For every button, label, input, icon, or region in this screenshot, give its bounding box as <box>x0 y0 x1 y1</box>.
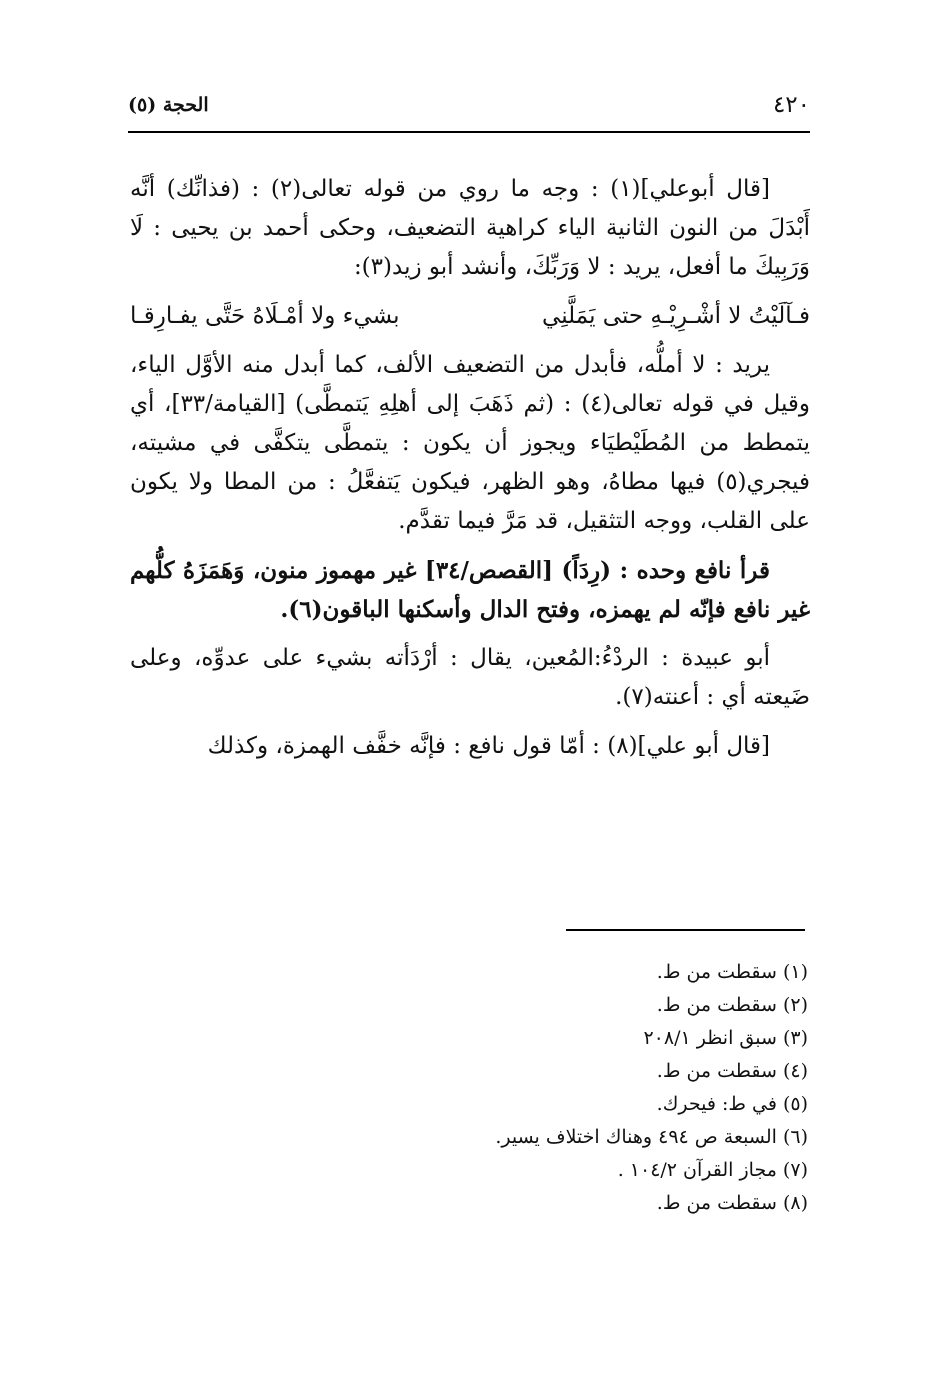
footnote: (٨) سقطت من ط. <box>656 1192 808 1214</box>
footnote: (٧) مجاز القرآن ١٠٤/٢ . <box>617 1159 808 1181</box>
paragraph-3-qiraat: قرأ نافع وحده : (رِدَاً) [القصص/٣٤] غير مهموز منون، وَهَمَزَهُ كلُّهم غير نافع فإنّه لم يهمزه، وفتح الدال وأسكنها الباقون(٦). <box>130 557 810 623</box>
footnote: (٢) سقطت من ط. <box>656 994 808 1016</box>
page-number: ٤٢٠ <box>772 92 810 118</box>
footnote: (٥) في ط: فيحرك. <box>656 1093 808 1115</box>
paragraph-1: [قال أبوعلي](١) : وجه ما روي من قوله تعالى(٢) : (فذانِّك) أنَّه أَبْدَلَ من النون الثانية الياء كراهية التضعيف، وحكى أحمد بن يحيى : لَا وَرَبِيكَ ما أفعل، يريد : لا وَرَبِّكَ، وأنشد أبو زيد(٣): <box>130 176 810 280</box>
page-header <box>128 92 810 126</box>
running-title: الحجة (٥) <box>128 94 209 116</box>
footnotes <box>300 956 808 1220</box>
paragraph-2: يريد : لا أملُّه، فأبدل من التضعيف الألف، كما أبدل منه الأوَّل الياء، وقيل في قوله تعالى(٤) : (ثم ذَهَبَ إلى أهلِهِ يَتمطَّى) [القيامة/٣٣]، أي يتمطط من المُطَيْطيَاء ويجوز أن يكون : يتمطَّى يتكفَّى في مشيته، فيجري(٥) فيها مطاهُ، وهو الظهر، فيكون يَتفعَّلُ : من المطا ولا يكون على القلب، ووجه التثقيل، قد مَرَّ فيما تقدَّم. <box>130 352 810 534</box>
footnote: (٣) سبق انظر ٢٠٨/١ <box>643 1027 808 1049</box>
footnote-rule <box>566 929 805 931</box>
verse-first-hemistich: فـآلَيْتُ لا أشْـرِيْـهِ حتى يَمَلَّنِي <box>542 303 810 329</box>
footnote: (٤) سقطت من ط. <box>656 1060 808 1082</box>
main-text <box>130 170 810 776</box>
footnote: (١) سقطت من ط. <box>656 961 808 983</box>
paragraph-4: أبو عبيدة : الردْءُ:المُعين، يقال : أرْدَأته بشيء على عدوِّه، وعلى ضَيعته أي : أعنته(٧). <box>130 645 810 710</box>
footnote: (٦) السبعة ص ٤٩٤ وهناك اختلاف يسير. <box>495 1126 808 1148</box>
paragraph-5: [قال أبو علي](٨) : أمّا قول نافع : فإنَّه خفَّف الهمزة، وكذلك <box>207 733 770 759</box>
header-rule <box>128 131 810 133</box>
poetry-verse <box>130 297 810 336</box>
verse-second-hemistich: بشيء ولا أمْـلَاهُ حَتَّى يفـارِقـا <box>130 303 400 329</box>
